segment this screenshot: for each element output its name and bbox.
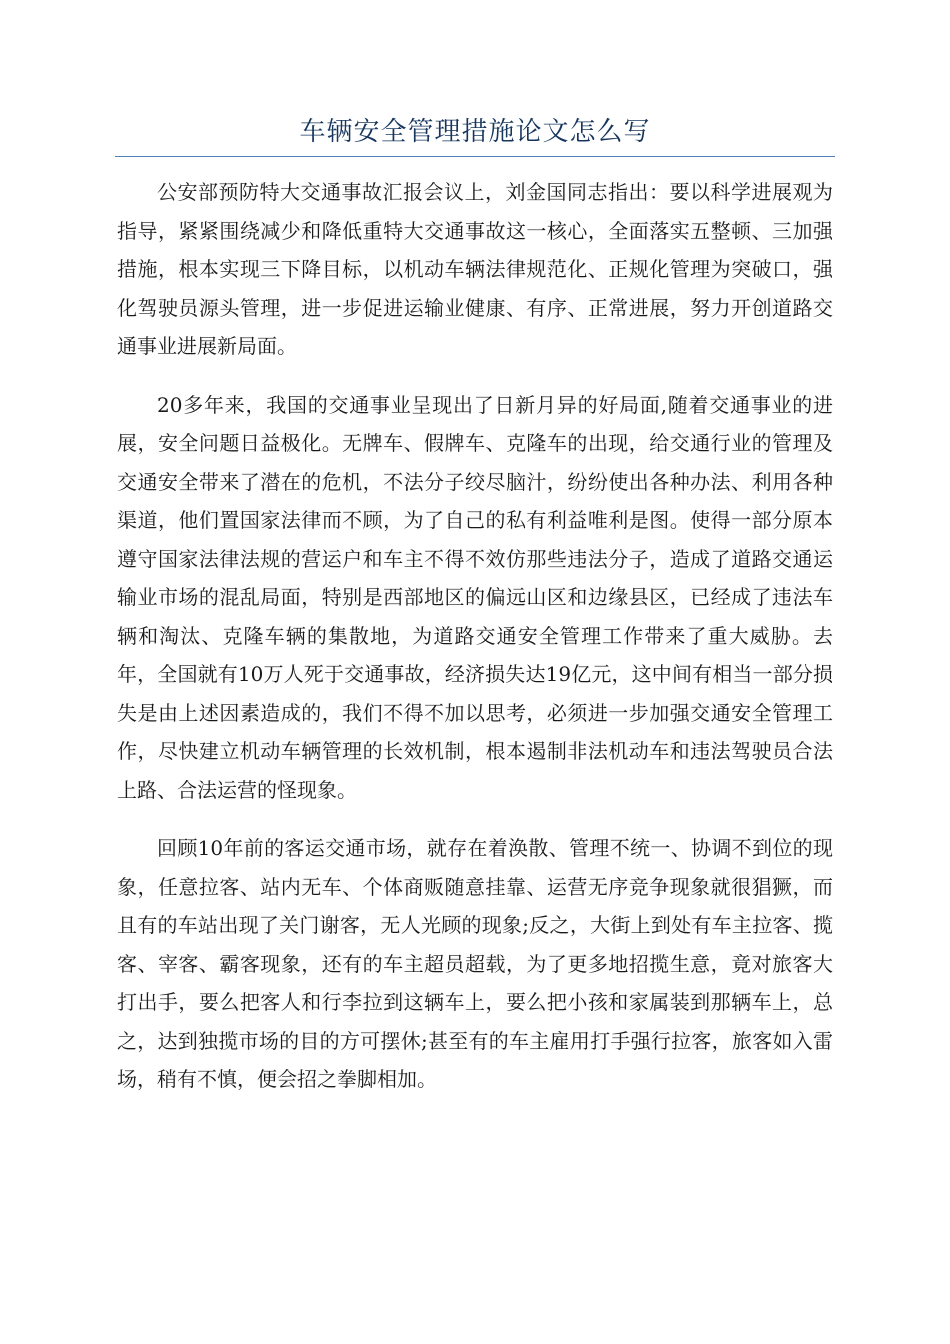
document-body [117, 173, 833, 1119]
document-title: 车辆安全管理措施论文怎么写 [299, 117, 651, 147]
paragraph: 20多年来，我国的交通事业呈现出了日新月异的好局面,随着交通事业的进展，安全问题日益极化。无牌车、假牌车、克隆车的出现，给交通行业的管理及交通安全带来了潜在的危机，不法分子绞尽脑汁，纷纷使出各种办法、利用各种渠道，他们置国家法律而不顾，为了自己的私有利益唯利是图。使得一部分原本遵守国家法律法规的营运户和车主不得不效仿那些违法分子，造成了道路交通运输业市场的混乱局面，特别是西部地区的偏远山区和边缘县区，已经成了违法车辆和淘汰、克隆车辆的集散地，为道路交通安全管理工作带来了重大威胁。去年，全国就有10万人死于交通事故，经济损失达19亿元，这中间有相当一部分损失是由上述因素造成的，我们不得不加以思考，必须进一步加强交通安全管理工作，尽快建立机动车辆管理的长效机制，根本遏制非法机动车和违法驾驶员合法上路、合法运营的怪现象。 [117, 392, 833, 802]
paragraph: 公安部预防特大交通事故汇报会议上，刘金国同志指出：要以科学进展观为指导，紧紧围绕减少和降低重特大交通事故这一核心，全面落实五整顿、三加强措施，根本实现三下降目标，以机动车辆法律规范化、正规化管理为突破口，强化驾驶员源头管理，进一步促进运输业健康、有序、正常进展，努力开创道路交通事业进展新局面。 [117, 180, 833, 358]
paragraph: 回顾10年前的客运交通市场，就存在着涣散、管理不统一、协调不到位的现象，任意拉客、站内无车、个体商贩随意挂靠、运营无序竞争现象就很猖獗，而且有的车站出现了关门谢客，无人光顾的现象;反之，大街上到处有车主拉客、揽客、宰客、霸客现象，还有的车主超员超载，为了更多地招揽生意，竟对旅客大打出手，要么把客人和行李拉到这辆车上，要么把小孩和家属装到那辆车上，总之，达到独揽市场的目的方可摆休;甚至有的车主雇用打手强行拉客，旅客如入雷场，稍有不慎，便会招之拳脚相加。 [117, 836, 833, 1091]
title-block [115, 112, 835, 157]
